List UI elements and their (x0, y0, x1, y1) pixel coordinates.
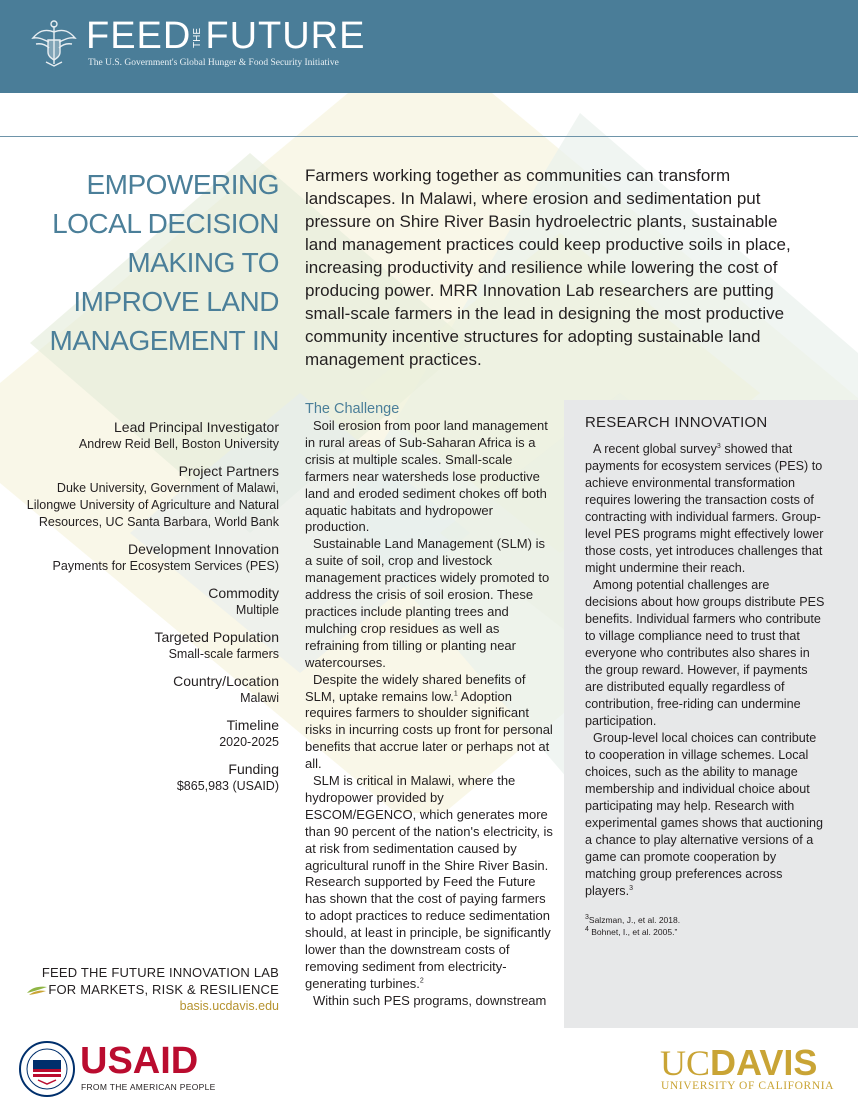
ucdavis-wordmark (660, 1043, 817, 1083)
project-info (24, 418, 279, 804)
research-paragraph (585, 730, 825, 900)
intro-paragraph: Farmers working together as communities can transform landscapes. In Malawi, where erosion and sedimentation put pressure on Shire River Basin hydroelectric plants, sustainable land management practices could keep productive soils in place, increasing productivity and resilience while lowering the cost of producing power. MRR Innovation Lab researchers are putting small-scale farmers in the lead in designing the most productive community incentive structures for adopting sustainable land management practices. (305, 166, 791, 369)
reference-text: Bohnet, I., et al. 2005.” (588, 927, 678, 937)
page-title (30, 165, 279, 360)
info-value: Payments for Ecosystem Services (PES) (52, 559, 279, 573)
info-label: Targeted Population (154, 629, 279, 645)
info-value: 2020-2025 (219, 735, 279, 749)
challenge-text: Despite the widely shared benefits of SLM, uptake remains low. (305, 671, 526, 704)
footnote-marker: 2 (419, 977, 424, 985)
reference-number: 4 (585, 926, 589, 934)
brand-feed: FEED (86, 15, 192, 57)
info-value: Andrew Reid Bell, Boston University (78, 437, 279, 451)
research-paragraph (585, 441, 825, 577)
research-heading: RESEARCH INNOVATION (585, 414, 768, 431)
challenge-heading: The Challenge (305, 401, 400, 417)
brand-future: FUTURE (205, 15, 366, 57)
research-text: A recent global survey (593, 442, 717, 456)
info-label: Project Partners (178, 463, 279, 479)
info-value: Duke University, Government of Malawi, Lilongwe University of Agriculture and Natural Resources, UC Santa Barbara, World Bank (26, 481, 279, 529)
info-label: Development Innovation (128, 541, 279, 557)
challenge-paragraph: Within such PES programs, downstream (313, 992, 547, 1008)
reference-item (585, 926, 825, 938)
research-innovation-section (585, 413, 825, 938)
feed-the-future-wordmark (86, 16, 365, 56)
lab-name-line2: FOR MARKETS, RISK & RESILIENCE (48, 982, 279, 997)
ucdavis-tagline: UNIVERSITY OF CALIFORNIA (661, 1080, 835, 1092)
title-line: MANAGEMENT IN (49, 325, 279, 356)
challenge-text: Adoption requires farmers to shoulder significant risks in incurring costs up front for personal benefits that accrue later or perhaps not at all. (305, 688, 553, 772)
usaid-wordmark: USAID (80, 1040, 199, 1082)
info-label: Lead Principal Investigator (114, 419, 279, 435)
footnote-marker: 1 (453, 690, 458, 698)
title-line: IMPROVE LAND (73, 286, 279, 317)
references (585, 914, 825, 938)
info-label: Timeline (226, 717, 279, 733)
lab-url-link[interactable]: basis.ucdavis.edu (179, 999, 279, 1013)
challenge-paragraph (305, 773, 553, 993)
info-value: Small-scale farmers (168, 647, 279, 661)
brand-the: THE (192, 27, 204, 48)
reference-number: 3 (585, 914, 589, 922)
lab-name-line1: FEED THE FUTURE INNOVATION LAB (41, 965, 279, 980)
research-text: showed that payments for ecosystem services (PES) to achieve environmental transformation requires lowering the transaction costs of contracting with individual farmers. Group-level PES programs might effectively lower those costs, yet introduces challenges that might undermine their reach. (585, 442, 824, 575)
info-value: Multiple (235, 603, 279, 617)
usaid-seal-icon (18, 1040, 76, 1098)
title-line: LOCAL DECISION (52, 208, 279, 239)
leaf-swoosh-icon (26, 984, 48, 996)
usaid-tagline: FROM THE AMERICAN PEOPLE (81, 1082, 216, 1092)
reference-text: Salzman, J., et al. 2018. (588, 915, 681, 925)
reference-item (585, 914, 825, 926)
uc-letters: UC (660, 1043, 711, 1083)
title-line: MAKING TO (127, 247, 279, 278)
info-value: Malawi (240, 691, 279, 705)
research-paragraph: Among potential challenges are decisions about how groups distribute PES benefits. Individual farmers who contribute to village compliance need to trust that everyone who contributes also shares in the group reward. However, if payments are distributed equally regardless of contribution, free-riding can undermine participation. (585, 578, 825, 728)
header-banner (0, 0, 858, 93)
header-tagline: The U.S. Government's Global Hunger & Food Security Initiative (88, 58, 339, 68)
davis-letters: DAVIS (710, 1042, 818, 1083)
innovation-lab-block (20, 964, 279, 1015)
info-label: Commodity (208, 585, 279, 601)
research-text: Group-level local choices can contribute to cooperation in village schemes. Local choices, such as the ability to manage membership and individual choice about participating may help. Research with experimental games shows that auctioning a chance to play alternative versions of a game can promote cooperation by matching group preferences across players. (585, 731, 824, 898)
info-label: Country/Location (173, 673, 279, 689)
footnote-marker: 3 (629, 884, 634, 892)
challenge-section (305, 401, 553, 1010)
footnote-marker: 3 (716, 442, 721, 450)
challenge-text: SLM is critical in Malawi, where the hydropower provided by ESCOM/EGENCO, which generates more than 90 percent of the nation's electricity, is at risk from sedimentation caused by agricultural runoff in the Shire River Basin. Research supported by Feed the Future has shown that the cost of paying farmers to adopt practices to reduce sedimentation should, at least in principle, be significantly lower than the downstream costs of removing sediment from electricity-generating turbines. (305, 773, 553, 991)
info-label: Funding (228, 761, 279, 777)
challenge-paragraph: Sustainable Land Management (SLM) is a suite of soil, crop and livestock management practices widely promoted to address the crisis of soil erosion. These practices include planting trees and mulching crop residues as well as refraining from tilling or planting near watercourses. (305, 536, 550, 670)
challenge-paragraph: Soil erosion from poor land management in rural areas of Sub-Saharan Africa is a crisis at multiple scales. Small-scale farmers near watersheds lose productive land and eroded sediment chokes off both aquatic habitats and hydropower production. (305, 418, 548, 535)
header-divider-line (0, 136, 858, 137)
us-seal-icon (30, 18, 78, 70)
title-line: EMPOWERING (86, 169, 279, 200)
info-value: $865,983 (USAID) (176, 779, 279, 793)
challenge-paragraph (305, 672, 553, 773)
